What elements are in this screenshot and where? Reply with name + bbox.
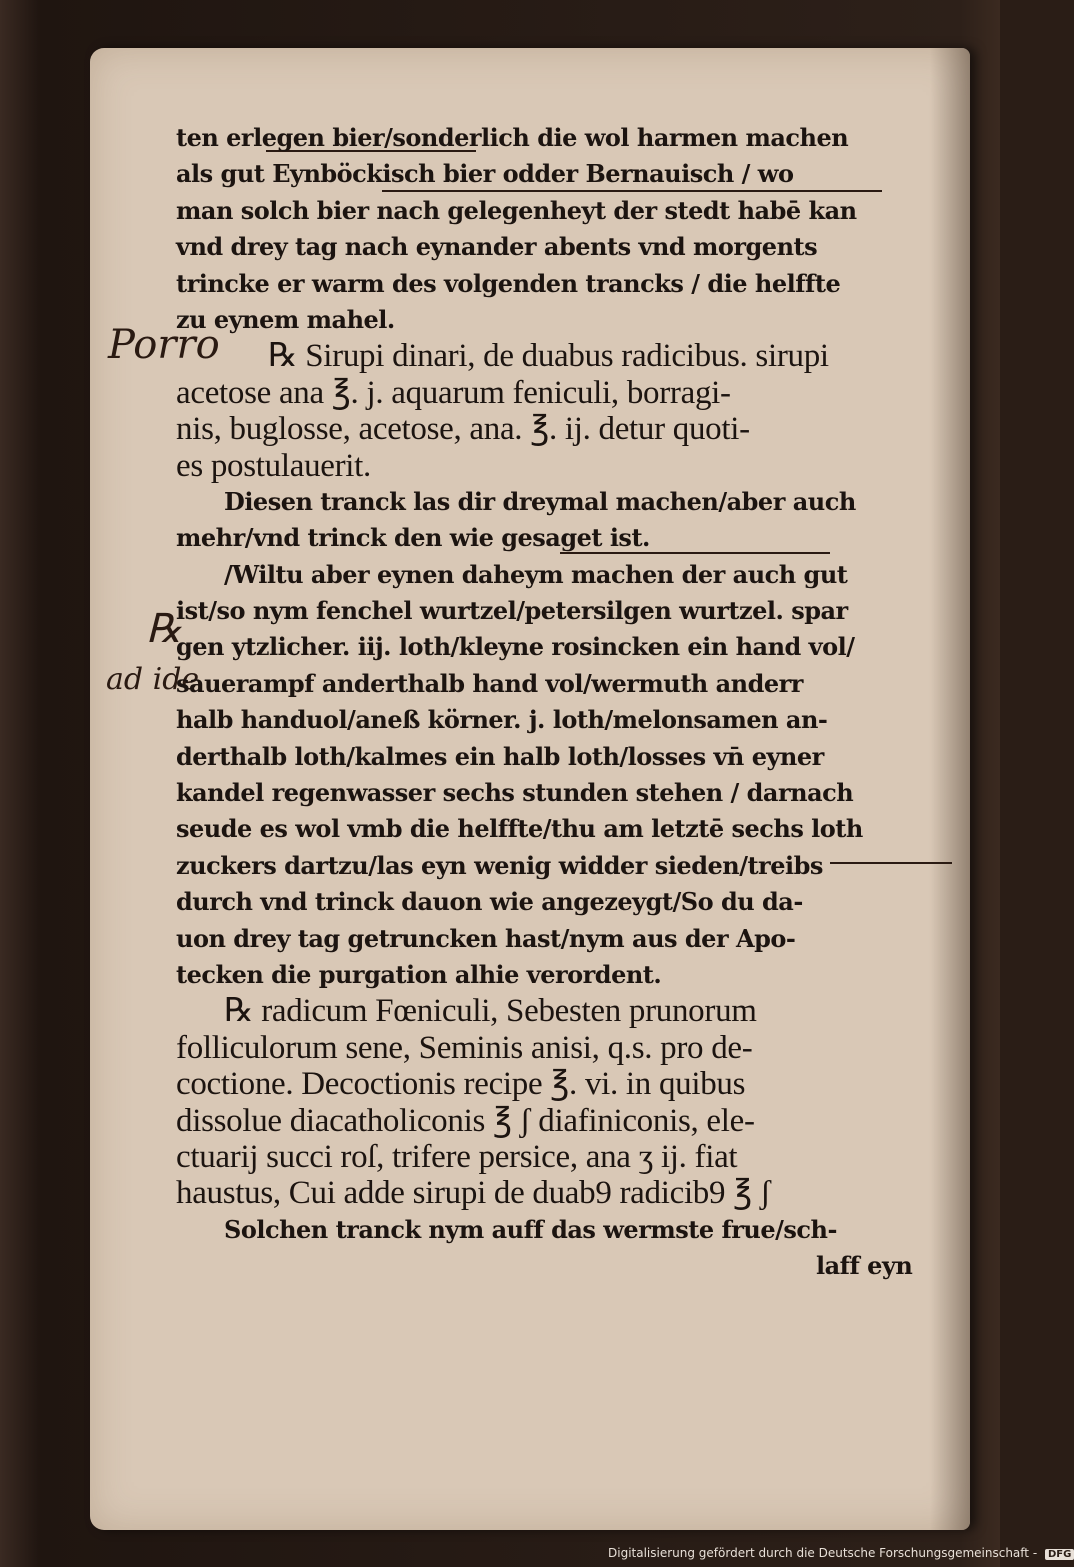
text-line: vnd drey tag nach eynander abents vnd morgents [176,232,818,262]
text-line: laff eyn [816,1251,913,1281]
text-line: man solch bier nach gelegenheyt der stedt habē kan [176,195,857,225]
text-line: zu eynem mahel. [176,304,395,334]
text-line: Solchen tranck nym auff das wermste frue/sch- [224,1214,837,1244]
text-line: dissolue diacatholiconis ℥ ʃ diafiniconis, ele- [176,1102,755,1139]
text-line: sauerampf anderthalb hand vol/wermuth anderr [176,668,803,698]
margin-annotation-3: ad ide [106,662,200,697]
text-line: folliculorum sene, Seminis anisi, q.s. pro de- [176,1029,753,1066]
text-line: ℞ Sirupi dinari, de duabus radicibus. sirupi [268,338,829,375]
text-line: nis, buglosse, acetose, ana. ℥. ij. detur quoti- [176,411,750,448]
margin-annotation-1: Porro [108,322,220,368]
text-line: derthalb loth/kalmes ein halb loth/losses vn̄ eyner [176,741,824,771]
page-text-block [176,120,956,1285]
text-line: als gut Eynböckisch bier odder Bernauisch / wo [176,159,794,189]
text-line: ist/so nym fenchel wurtzel/petersilgen wurtzel. spar [176,596,848,626]
dfg-logo: DFG [1045,1549,1074,1560]
text-line: coctione. Decoctionis recipe ℥. vi. in quibus [176,1066,746,1103]
footer-text: Digitalisierung gefördert durch die Deutsche Forschungsgemeinschaft - [608,1546,1038,1560]
text-line: seude es wol vmb die helffte/thu am letztē sechs loth [176,814,863,844]
text-line: es postulauerit. [176,447,371,484]
text-line: kandel regenwasser sechs stunden stehen / darnach [176,778,854,808]
text-line: tecken die purgation alhie verordent. [176,959,662,989]
text-line: Diesen tranck las dir dreymal machen/aber auch [224,486,856,516]
text-line: ℞ radicum Fœniculi, Sebesten prunorum [224,993,757,1030]
text-line: ten erlegen bier/sonderlich die wol harmen machen [176,123,849,152]
digitization-credit [608,1546,1074,1560]
text-line: ctuarij succi roſ, trifere persice, ana ʒ ij. fiat [176,1138,738,1175]
text-line: uon drey tag getruncken hast/nym aus der Apo- [176,923,796,953]
text-line: haustus, Cui adde sirupi de duab9 radicib9 ℥ ʃ [176,1175,771,1212]
text-line: trincke er warm des volgenden trancks / die helffte [176,268,841,298]
text-line: zuckers dartzu/las eyn wenig widder sieden/treibs [176,850,823,880]
text-line: /Wiltu aber eynen daheym machen der auch gut [224,559,848,589]
text-line: acetose ana ℥. j. aquarum feniculi, borragi- [176,374,731,411]
text-line: halb handuol/aneß körner. j. loth/melonsamen an- [176,705,828,735]
margin-annotation-2: ℞ [146,606,182,652]
text-line: durch vnd trinck dauon wie angezeygt/So du da- [176,887,803,917]
text-line: gen ytzlicher. iij. loth/kleyne rosincken ein hand vol/ [176,632,855,662]
text-line: mehr/vnd trinck den wie gesaget ist. [176,523,650,553]
